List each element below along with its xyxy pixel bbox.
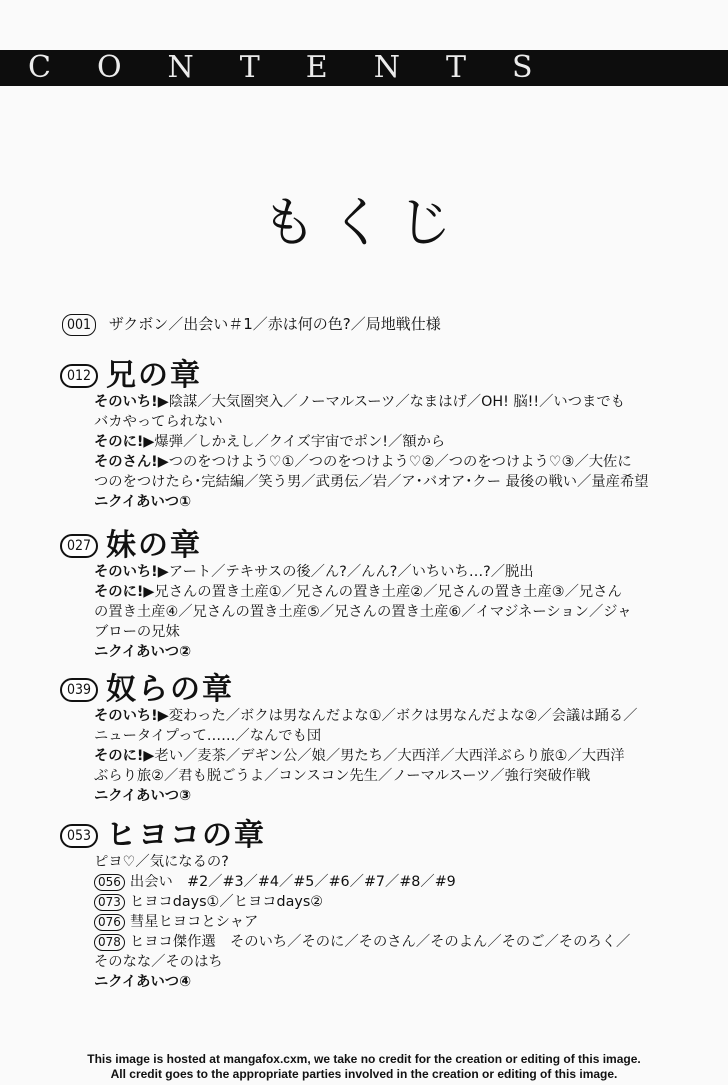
entry-label: ニクイあいつ③ [94, 788, 192, 804]
page-number-badge: 001 [62, 314, 96, 336]
entry-label: そのいち! [94, 708, 158, 724]
notice-line-1: This image is hosted at mangafox.cxm, we take no credit for the creation or editing of this image. [87, 1052, 641, 1066]
entry-label: ニクイあいつ④ [94, 974, 192, 990]
entry-label: そのさん! [94, 454, 158, 470]
entry-line [94, 786, 654, 806]
entry-line [94, 392, 654, 412]
section-entries [94, 562, 654, 662]
entry-page-badge: 078 [94, 934, 125, 951]
section-page-badge: 012 [60, 364, 98, 388]
entry-line [94, 766, 654, 786]
section-page-badge: 027 [60, 534, 98, 558]
section-heading [60, 358, 202, 394]
section-title: 妹の章 [106, 528, 203, 563]
entry-page-badge: 056 [94, 874, 125, 891]
entry-line [94, 892, 654, 912]
contents-banner: CONTENTS [0, 50, 728, 86]
entry-label: ニクイあいつ② [94, 644, 192, 660]
entry-text: ▶アート／テキサスの後／ん?／んん?／いちいち…?／脱出 [157, 564, 534, 580]
entry-line [94, 932, 654, 952]
entry-line [94, 972, 654, 992]
entry-text: ▶老い／麦茶／デギン公／娘／男たち／大西洋／大西洋ぶらり旅①／大西洋 [143, 748, 625, 764]
intro-text: ザクボン／出会い＃1／赤は何の色?／局地戦仕様 [108, 315, 441, 333]
entry-line [94, 432, 654, 452]
intro-entry [62, 313, 441, 336]
entry-text: 彗星ヒヨコとシャア [129, 914, 259, 930]
entry-label: そのいち! [94, 394, 158, 410]
section-entries [94, 852, 654, 992]
section-title: ヒヨコの章 [106, 818, 267, 853]
entry-label: そのに! [94, 434, 144, 450]
section-page-badge: 053 [60, 824, 98, 848]
entry-text: ブローの兄妹 [94, 624, 180, 640]
entry-text: ぶらり旅②／君も脱ごうよ／コンスコン先生／ノーマルスーツ／強行突破作戦 [94, 768, 591, 784]
entry-text: ヒヨコ傑作選 そのいち／そのに／そのさん／そのよん／そのご／そのろく／ [129, 934, 631, 950]
section-heading [60, 672, 234, 708]
notice-line-2: All credit goes to the appropriate parties involved in the creation or editing of this image. [110, 1067, 618, 1081]
entry-text: つのをつけたら･完結編／笑う男／武勇伝／岩／ア･バオア･クー 最後の戦い／量産希望 [94, 474, 649, 490]
entry-label: ニクイあいつ① [94, 494, 192, 510]
entry-label: そのいち! [94, 564, 158, 580]
page-title: もくじ [262, 191, 466, 254]
hosting-notice [0, 1052, 728, 1082]
entry-text: ヒヨコdays①／ヒヨコdays② [129, 894, 324, 910]
entry-text: ▶陰謀／大気圏突入／ノーマルスーツ／なまはげ／OH! 脳!!／いつまでも [157, 394, 625, 410]
entry-text: 出会い #2／#3／#4／#5／#6／#7／#8／#9 [129, 874, 456, 890]
entry-label: そのに! [94, 748, 144, 764]
section-heading [60, 528, 202, 564]
entry-text: そのなな／そのはち [94, 954, 223, 970]
entry-text: の置き土産④／兄さんの置き土産⑤／兄さんの置き土産⑥／イマジネーション／ジャ [94, 604, 632, 620]
entry-line [94, 412, 654, 432]
section-entries [94, 392, 654, 512]
entry-text: ▶兄さんの置き土産①／兄さんの置き土産②／兄さんの置き土産③／兄さん [143, 584, 622, 600]
entry-line [94, 726, 654, 746]
entry-line [94, 852, 654, 872]
entry-text: ニュータイプって……／なんでも団 [94, 728, 322, 744]
entry-line [94, 472, 654, 492]
entry-text: ▶変わった／ボクは男なんだよな①／ボクは男なんだよな②／会議は踊る／ [157, 708, 638, 724]
entry-page-badge: 076 [94, 914, 125, 931]
entry-line [94, 622, 654, 642]
entry-line [94, 706, 654, 726]
entry-line [94, 912, 654, 932]
entry-text: ▶つのをつけよう♡①／つのをつけよう♡②／つのをつけよう♡③／大佐に [157, 454, 632, 470]
entry-label: そのに! [94, 584, 144, 600]
section-page-badge: 039 [60, 678, 98, 702]
entry-line [94, 872, 654, 892]
entry-line [94, 492, 654, 512]
entry-line [94, 642, 654, 662]
entry-line [94, 602, 654, 622]
entry-line [94, 452, 654, 472]
section-title: 奴らの章 [106, 672, 235, 707]
section-entries [94, 706, 654, 806]
entry-line [94, 562, 654, 582]
entry-text: ▶爆弾／しかえし／クイズ宇宙でポン!／額から [143, 434, 446, 450]
entry-line [94, 582, 654, 602]
entry-line [94, 952, 654, 972]
entry-text: ピヨ♡／気になるの? [94, 854, 229, 870]
section-heading [60, 818, 266, 854]
section-title: 兄の章 [106, 358, 203, 393]
entry-line [94, 746, 654, 766]
entry-page-badge: 073 [94, 894, 125, 911]
entry-text: バカやってられない [94, 414, 223, 430]
